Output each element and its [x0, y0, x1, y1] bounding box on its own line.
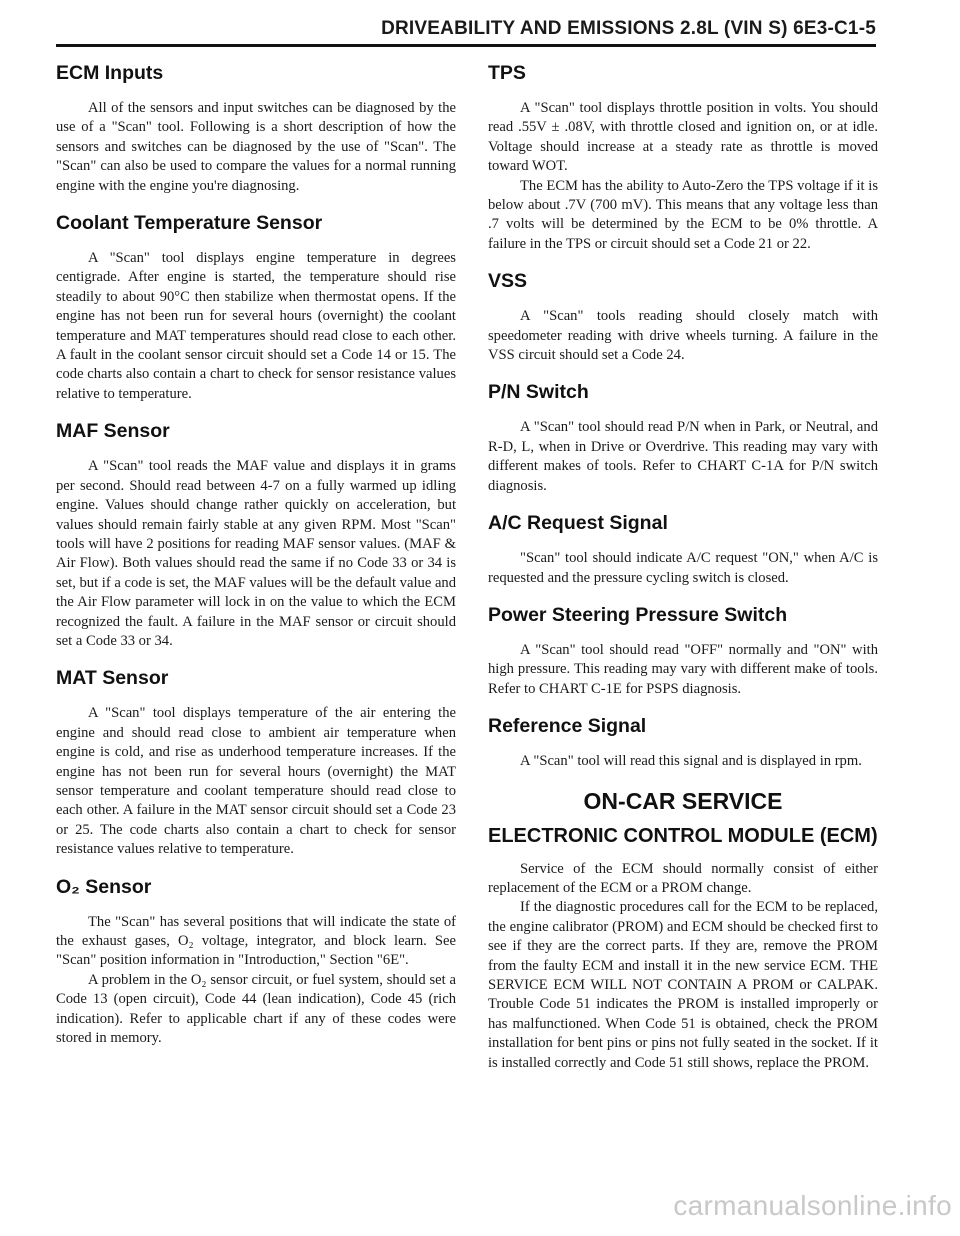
heading-ecm: ELECTRONIC CONTROL MODULE (ECM): [488, 824, 878, 847]
paragraph: A "Scan" tool should read "OFF" normally and "ON" with high pressure. This reading may vary with different make of tools. Refer to CHART C-1E for PSPS diagnosis.: [488, 641, 878, 697]
section-ac-request-signal: [488, 512, 878, 588]
watermark: carmanualsonline.info: [673, 1190, 952, 1221]
on-car-service-title: ON-CAR SERVICE: [583, 787, 783, 814]
paragraph: All of the sensors and input switches can be diagnosed by the use of a "Scan" tool. Following is a short description of how the sensors and switches can be diagnosed by the use of "Scan". The "Scan" can also be used to compare the values for a normal running engine with the engine you're diagnosing.: [56, 100, 456, 194]
section-power-steering-pressure-switch: [488, 604, 878, 699]
paragraph: The "Scan" has several positions that will indicate the state of the exhaust gases, O₂ voltage, integrator, and block learn. See "Scan" position information in "Introduction," Section "6E".: [56, 913, 456, 969]
section-mat-sensor: [56, 667, 456, 859]
paragraph: A "Scan" tool displays temperature of the air entering the engine and should read close to ambient air temperature when engine is cold, and rise as underhood temperature increases. If the engine has not been run for several hours (overnight) the MAT sensor temperature and coolant temperature should read close to each other. A failure in the MAT sensor circuit should set a Code 23 or 25. The code charts also contain a chart to check for sensor resistance values relative to temperature.: [56, 705, 456, 858]
paragraph: Service of the ECM should normally consist of either replacement of the ECM or a PROM change.: [488, 860, 878, 896]
paragraph: A "Scan" tool displays engine temperature in degrees centigrade. After engine is started, the temperature should rise steadily to about 90°C then stabilize when thermostat opens. If the engine has not been run for several hours (overnight) the coolant temperature and MAT temperatures should read close to each other. A fault in the coolant sensor circuit should set a Code 14 or 15. The code charts also contain a chart to check for sensor resistance values relative to temperature.: [56, 250, 456, 402]
section-tps: [488, 62, 878, 254]
heading-tps: TPS: [488, 62, 526, 84]
heading-vss: VSS: [488, 270, 528, 293]
paragraph: A "Scan" tool displays throttle position in volts. You should read .55V ± .08V, with throttle closed and ignition on, or at idle. Voltage should increase at a steady rate as throttle is moved toward WOT.: [488, 100, 878, 175]
paragraph: A problem in the O₂ sensor circuit, or fuel system, should set a Code 13 (open circuit), Code 44 (lean indication), Code 45 (rich indication). Refer to applicable chart if any of these codes were stored in memory.: [56, 971, 456, 1047]
paragraph: A "Scan" tool will read this signal and is displayed in rpm.: [520, 753, 862, 770]
paragraph: "Scan" tool should indicate A/C request "ON," when A/C is requested and the pressure cycling switch is closed.: [488, 550, 878, 586]
heading-mat-sensor: MAT Sensor: [56, 667, 169, 690]
section-ecm-inputs: [56, 62, 456, 196]
section-on-car-service: [488, 788, 878, 1073]
header-title: DRIVEABILITY AND EMISSIONS 2.8L (VIN S) 6E3-C1-5: [381, 18, 876, 39]
paragraph: A "Scan" tools reading should closely match with speedometer reading with drive wheels turning. A failure in the VSS circuit should set a Code 24.: [488, 308, 878, 364]
page-header: [56, 14, 876, 47]
section-coolant-temperature-sensor: [56, 212, 456, 404]
heading-ac-request-signal: A/C Request Signal: [488, 512, 668, 535]
section-o2-sensor: [56, 876, 456, 1049]
heading-o2-sensor: O₂ Sensor: [56, 875, 152, 898]
left-column: [56, 62, 456, 1064]
right-column: [488, 62, 878, 1089]
section-reference-signal: [488, 715, 878, 771]
section-pn-switch: [488, 381, 878, 496]
heading-maf-sensor: MAF Sensor: [56, 420, 170, 443]
heading-power-steering-pressure-switch: Power Steering Pressure Switch: [488, 603, 788, 626]
heading-pn-switch: P/N Switch: [488, 381, 589, 404]
heading-ecm-inputs: ECM Inputs: [56, 62, 164, 84]
paragraph: The ECM has the ability to Auto-Zero the TPS voltage if it is below about .7V (700 mV). This means that any voltage less than .7 volts will be determined by the ECM to be 0% throttle. A failure in the TPS or circuit should set a Code 21 or 22.: [488, 177, 878, 252]
heading-coolant-temperature-sensor: Coolant Temperature Sensor: [56, 212, 323, 235]
paragraph: A "Scan" tool should read P/N when in Park, or Neutral, and R-D, L, when in Drive or Overdrive. This reading may vary with different makes of tools. Refer to CHART C-1A for P/N switch diagnosis.: [488, 419, 878, 494]
paragraph: A "Scan" tool reads the MAF value and displays it in grams per second. Should read between 4-7 on a fully warmed up idling engine. Values should change rather quickly on acceleration, but values should remain fairly stable at any given RPM. Most "Scan" tools will have 2 positions for reading MAF sensor values. (MAF & Air Flow). Both values should read the same if no Code 33 or 34 is set, but if a code is set, the MAF values will be the default value and the Air Flow parameter will lock in on the value to which the ECM recognized the fault. A failure in the MAF sensor or circuit should set a Code 33 or 34.: [56, 458, 457, 649]
paragraph: If the diagnostic procedures call for the ECM to be replaced, the engine calibrator (PROM) and ECM should be checked first to see if they are the correct parts. If they are, remove the PROM from the faulty ECM and install it in the new service ECM. THE SERVICE ECM WILL NOT CONTAIN A PROM or CALPAK. Trouble Code 51 indicates the PROM is installed improperly or has malfunctioned. When Code 51 is obtained, check the PROM installation for bent pins or pins not fully seated in the socket. If it is installed correctly and Code 51 still shows, replace the PROM.: [488, 899, 878, 1071]
section-vss: [488, 270, 878, 365]
heading-reference-signal: Reference Signal: [488, 715, 647, 738]
section-maf-sensor: [56, 420, 456, 651]
